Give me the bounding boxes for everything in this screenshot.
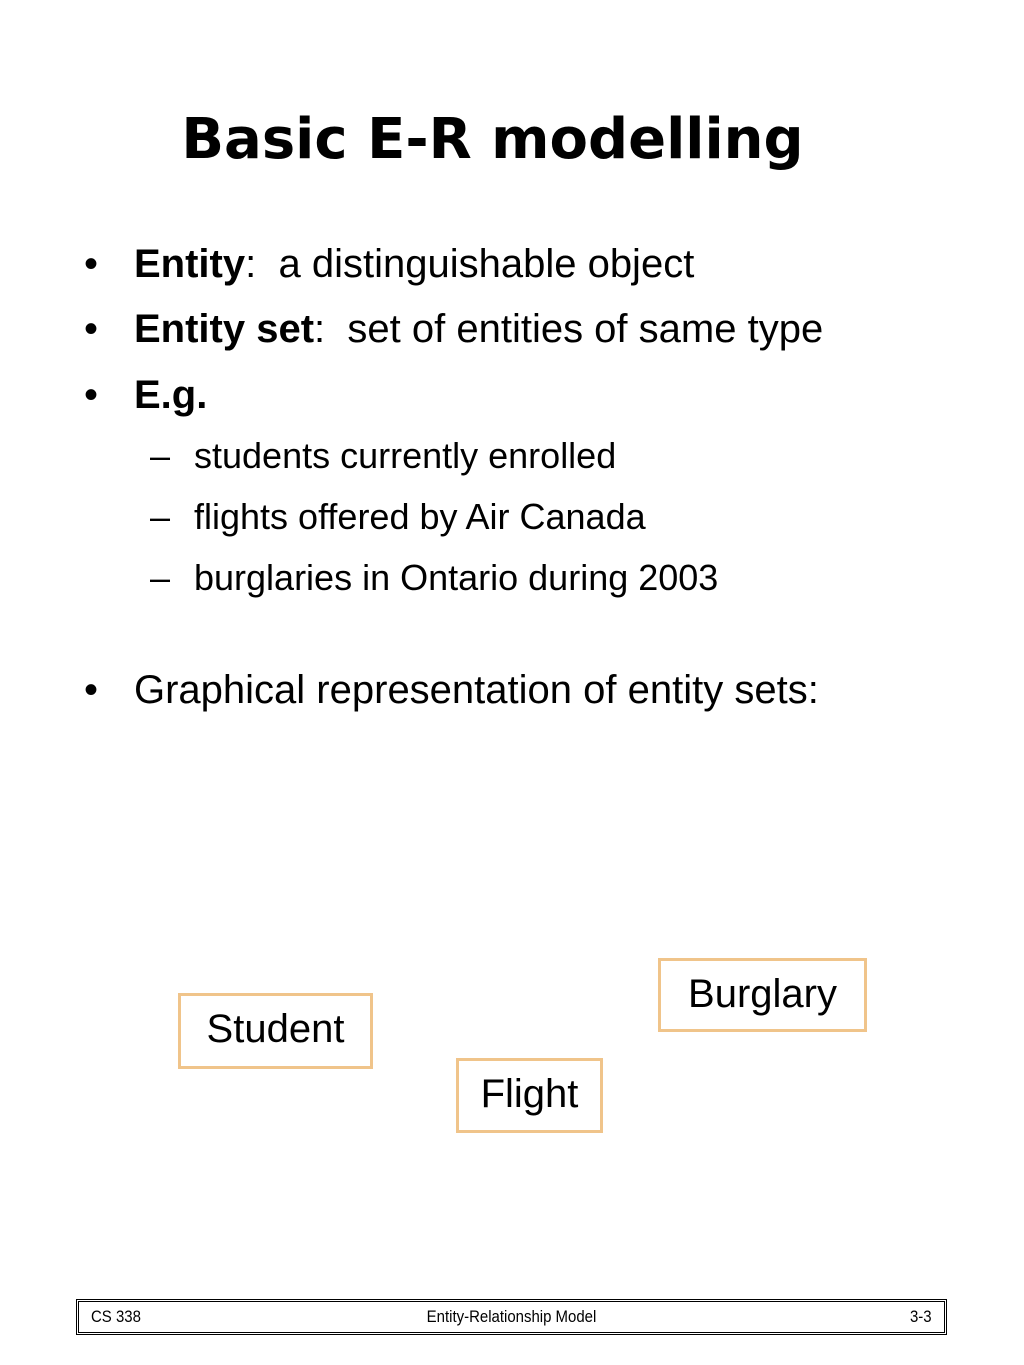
bullet-term: Entity (134, 242, 246, 286)
slide-footer (76, 1299, 947, 1335)
slide-title: Basic E-R modelling (181, 107, 804, 172)
bullet-entity (84, 240, 694, 288)
bullet-text: : set of entities of same type (314, 307, 824, 351)
bullet-symbol: • (84, 373, 99, 417)
entity-set-student: Student (178, 993, 373, 1069)
sub-bullet-symbol: – (150, 557, 171, 598)
entity-set-burglary: Burglary (658, 958, 867, 1032)
bullet-term: Entity set (134, 307, 315, 351)
sub-bullet-text: flights offered by Air Canada (194, 496, 646, 537)
footer-topic: Entity-Relationship Model (426, 1307, 597, 1326)
entity-set-flight: Flight (456, 1058, 603, 1133)
bullet-term: E.g. (134, 373, 208, 417)
footer-page-number: 3-3 (910, 1307, 932, 1326)
bullet-graphical (84, 666, 819, 714)
sub-bullet-symbol: – (150, 435, 171, 476)
bullet-symbol: • (84, 242, 99, 286)
bullet-example (84, 371, 207, 419)
bullet-text: : a distinguishable object (245, 242, 695, 286)
bullet-entity-set (84, 305, 823, 353)
sub-bullet-flights (150, 495, 646, 539)
bullet-symbol: • (84, 668, 99, 712)
footer-course: CS 338 (91, 1307, 141, 1326)
sub-bullet-students (150, 434, 616, 478)
bullet-symbol: • (84, 307, 99, 351)
sub-bullet-text: burglaries in Ontario during 2003 (194, 557, 719, 598)
sub-bullet-symbol: – (150, 496, 171, 537)
bullet-text: Graphical representation of entity sets: (134, 668, 819, 712)
sub-bullet-text: students currently enrolled (194, 435, 617, 476)
sub-bullet-burglaries (150, 556, 718, 600)
